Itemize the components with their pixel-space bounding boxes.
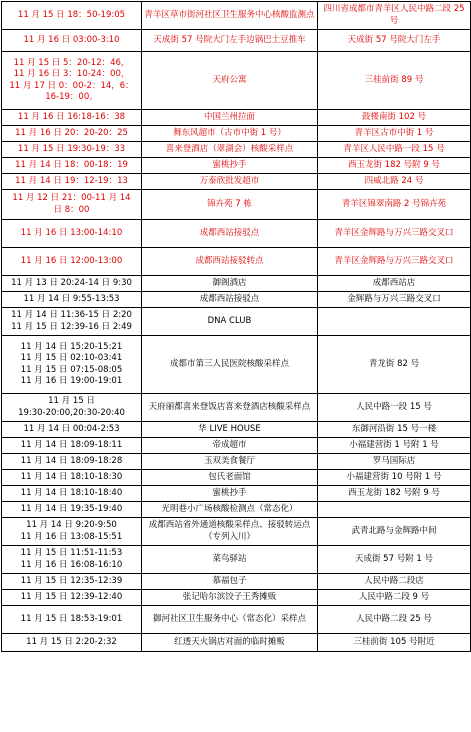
table-row xyxy=(2,248,471,276)
table-row xyxy=(2,422,471,438)
place-cell: 御河社区卫生服务中心（常态化）采样点 xyxy=(142,606,318,634)
address-cell: 小福建营街 1 号附 1 号 xyxy=(318,438,471,454)
address-cell: 罗马国际店 xyxy=(318,454,471,470)
place-cell: 天府丽都喜来登饭店喜来登酒店核酸采样点 xyxy=(142,394,318,422)
place-cell: 光明巷小广场核酸检测点（常态化） xyxy=(142,502,318,518)
time-cell: 11 月 14 日 18:09-18:11 xyxy=(2,438,142,454)
table-row xyxy=(2,158,471,174)
place-cell: 御阁酒店 xyxy=(142,276,318,292)
table-row xyxy=(2,546,471,574)
address-cell: 青羊区古市中街 1 号 xyxy=(318,126,471,142)
table-row xyxy=(2,30,471,52)
time-cell: 11 月 14 日 9:55-13:53 xyxy=(2,292,142,308)
time-cell: 11 月 16 日 16:18-16：38 xyxy=(2,110,142,126)
address-cell: 西玉龙街 182 号附 9 号 xyxy=(318,486,471,502)
place-cell: 包氏老面馆 xyxy=(142,470,318,486)
place-cell: 中国兰州拉面 xyxy=(142,110,318,126)
address-cell: 三桂前街 89 号 xyxy=(318,52,471,110)
address-cell: 青龙街 82 号 xyxy=(318,336,471,394)
table-row xyxy=(2,502,471,518)
address-cell: 小福建营街 10 号附 1 号 xyxy=(318,470,471,486)
address-cell: 成都西站店 xyxy=(318,276,471,292)
place-cell: 玉双美食餐厅 xyxy=(142,454,318,470)
place-cell: 蜜桃抄手 xyxy=(142,158,318,174)
address-cell: 天成街 57 号附 1 号 xyxy=(318,546,471,574)
time-cell: 11 月 15 日 12:39-12:40 xyxy=(2,590,142,606)
address-cell: 四威北路 24 号 xyxy=(318,174,471,190)
table-row xyxy=(2,486,471,502)
place-cell: 张记哈尔滨饺子王秀摊贩 xyxy=(142,590,318,606)
time-cell: 11 月 16 日 20：20-20：25 xyxy=(2,126,142,142)
table-row xyxy=(2,276,471,292)
address-cell: 青羊区金辉路与万兴三路交叉口 xyxy=(318,248,471,276)
time-cell: 11 月 16 日 03:00-3:10 xyxy=(2,30,142,52)
place-cell: 成都西站接驳点 xyxy=(142,220,318,248)
address-cell: 人民中路二段店 xyxy=(318,574,471,590)
table-row xyxy=(2,308,471,336)
place-cell: 舞东风超市（古市中街 1 号） xyxy=(142,126,318,142)
place-cell: DNA CLUB xyxy=(142,308,318,336)
place-cell: 天府公寓 xyxy=(142,52,318,110)
table-row xyxy=(2,590,471,606)
time-cell: 11 月 16 日 13:00-14:10 xyxy=(2,220,142,248)
place-cell: 天成街 57 号院大门左手边锅巴土豆推车 xyxy=(142,30,318,52)
place-cell: 成都市第三人民医院核酸采样点 xyxy=(142,336,318,394)
table-row xyxy=(2,574,471,590)
time-cell: 11 月 15 日 5：20-12：46， 11 月 16 日 3：10-24：00， 11 月 17 日 0：00-2：14，6： 16-19：00。 xyxy=(2,52,142,110)
table-row xyxy=(2,220,471,248)
time-cell: 11 月 16 日 12:00-13:00 xyxy=(2,248,142,276)
address-cell xyxy=(318,308,471,336)
address-cell: 西玉龙街 182 号附 9 号 xyxy=(318,158,471,174)
place-cell: 青羊区草市街河社区卫生服务中心核酸监测点 xyxy=(142,2,318,30)
address-cell: 青羊区金辉路与万兴三路交叉口 xyxy=(318,220,471,248)
table-row xyxy=(2,470,471,486)
address-cell: 天成街 57 号院大门左手 xyxy=(318,30,471,52)
address-cell xyxy=(318,502,471,518)
table-row xyxy=(2,634,471,652)
address-cell: 东御河沿街 15 号一楼 xyxy=(318,422,471,438)
time-cell: 11 月 13 日 20:24-14 日 9:30 xyxy=(2,276,142,292)
place-cell: 慕福包子 xyxy=(142,574,318,590)
table-row xyxy=(2,292,471,308)
address-cell: 青羊区锦翠南路 2 号锦卉苑 xyxy=(318,190,471,220)
place-cell: 喜来登酒店（翠湖会）核酸采样点 xyxy=(142,142,318,158)
table-row xyxy=(2,110,471,126)
address-cell: 人民中路二段 25 号 xyxy=(318,606,471,634)
exposure-locations-table xyxy=(1,1,471,652)
place-cell: 成都西站省外通道核酸采样点、接驳转运点（专列入川） xyxy=(142,518,318,546)
time-cell: 11 月 14 日 9:20-9:50 11 月 16 日 13:08-15:51 xyxy=(2,518,142,546)
place-cell: 成都西站接驳转点 xyxy=(142,248,318,276)
table-row xyxy=(2,2,471,30)
table-row xyxy=(2,336,471,394)
time-cell: 11 月 14 日 18:10-18:30 xyxy=(2,470,142,486)
table-body xyxy=(2,2,471,652)
time-cell: 11 月 15 日 11:51-11:53 11 月 16 日 16:08-16:10 xyxy=(2,546,142,574)
address-cell: 鼓楼南街 102 号 xyxy=(318,110,471,126)
time-cell: 11 月 15 日 19:30-19：33 xyxy=(2,142,142,158)
time-cell: 11 月 14 日 19:35-19:40 xyxy=(2,502,142,518)
time-cell: 11 月 14 日 11:36-15 日 2:20 11 月 15 日 12:39-16 日 2:49 xyxy=(2,308,142,336)
table-row xyxy=(2,454,471,470)
place-cell: 成都西站接驳点 xyxy=(142,292,318,308)
time-cell: 11 月 14 日 18:10-18:40 xyxy=(2,486,142,502)
address-cell: 武青北路与金辉路中间 xyxy=(318,518,471,546)
time-cell: 11 月 15 日 18：50-19:05 xyxy=(2,2,142,30)
time-cell: 11 月 14 日 00:04-2:53 xyxy=(2,422,142,438)
table-row xyxy=(2,174,471,190)
place-cell: 蜜桃抄手 xyxy=(142,486,318,502)
table-row xyxy=(2,52,471,110)
place-cell: 华 LIVE HOUSE xyxy=(142,422,318,438)
table-row xyxy=(2,438,471,454)
time-cell: 11 月 15 日 18:53-19:01 xyxy=(2,606,142,634)
time-cell: 11 月 12 日 21：00-11 月 14 日 8：00 xyxy=(2,190,142,220)
address-cell: 三桂前街 105 号附近 xyxy=(318,634,471,652)
time-cell: 11 月 15 日 2:20-2:32 xyxy=(2,634,142,652)
table-row xyxy=(2,394,471,422)
table-row xyxy=(2,142,471,158)
place-cell: 万泰欣批发超市 xyxy=(142,174,318,190)
address-cell: 四川省成都市青羊区人民中路二段 25 号 xyxy=(318,2,471,30)
table-row xyxy=(2,126,471,142)
place-cell: 帝成超市 xyxy=(142,438,318,454)
table-row xyxy=(2,606,471,634)
address-cell: 青羊区人民中路一段 15 号 xyxy=(318,142,471,158)
place-cell: 菜鸟驿站 xyxy=(142,546,318,574)
place-cell: 锦卉苑 7 栋 xyxy=(142,190,318,220)
time-cell: 11 月 14 日 19：12-19：13 xyxy=(2,174,142,190)
time-cell: 11 月 14 日 15:20-15:21 11 月 15 日 02:10-03:41 11 月 15 日 07:15-08:05 11 月 16 日 19:00-19:01 xyxy=(2,336,142,394)
address-cell: 金辉路与万兴三路交叉口 xyxy=(318,292,471,308)
time-cell: 11 月 14 日 18：00-18：19 xyxy=(2,158,142,174)
address-cell: 人民中路二段 9 号 xyxy=(318,590,471,606)
table-row xyxy=(2,190,471,220)
time-cell: 11 月 14 日 18:09-18:28 xyxy=(2,454,142,470)
time-cell: 11 月 15 日 12:35-12:39 xyxy=(2,574,142,590)
address-cell: 人民中路一段 15 号 xyxy=(318,394,471,422)
time-cell: 11 月 15 日 19:30-20:00,20:30-20:40 xyxy=(2,394,142,422)
place-cell: 红透天火锅店对面的临时摊贩 xyxy=(142,634,318,652)
table-row xyxy=(2,518,471,546)
